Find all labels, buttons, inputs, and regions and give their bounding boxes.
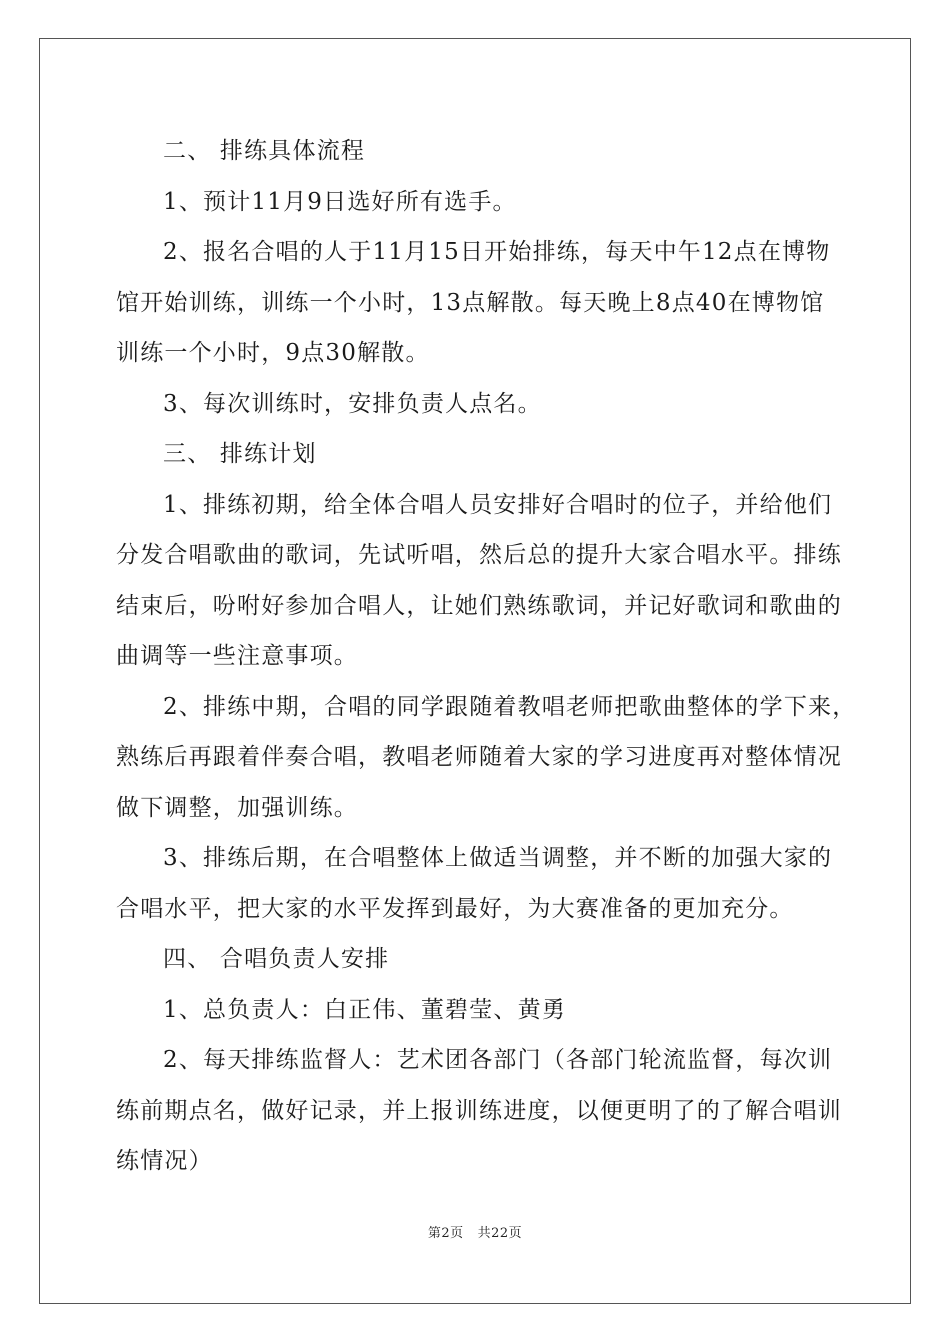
paragraph-line: 熟练后再跟着伴奏合唱，教唱老师随着大家的学习进度再对整体情况 — [116, 744, 842, 770]
paragraph-line: 合唱水平，把大家的水平发挥到最好，为大赛准备的更加充分。 — [116, 895, 794, 922]
paragraph-line: 练情况） — [116, 1148, 213, 1174]
paragraph-line: 做下调整，加强训练。 — [116, 794, 358, 821]
section-heading-choir-leaders: 四、 合唱负责人安排 — [163, 946, 390, 972]
page-number: 第2页 — [427, 1226, 464, 1241]
paragraph-line: 分发合唱歌曲的歌词，先试听唱，然后总的提升大家合唱水平。排练 — [116, 542, 842, 568]
paragraph-line: 1、预计11月9日选好所有选手。 — [163, 188, 517, 215]
paragraph-line: 练前期点名，做好记录，并上报训练进度，以便更明了的了解合唱训 — [116, 1097, 842, 1124]
paragraph-line: 训练一个小时，9点30解散。 — [116, 340, 430, 366]
page-footer — [0, 1222, 950, 1241]
paragraph-line: 2、报名合唱的人于11月15日开始排练，每天中午12点在博物 — [163, 239, 831, 265]
page-total: 共22页 — [477, 1226, 523, 1241]
paragraph-line: 馆开始训练，训练一个小时，13点解散。每天晚上8点40在博物馆 — [116, 289, 825, 316]
paragraph-line: 2、排练中期，合唱的同学跟随着教唱老师把歌曲整体的学下来， — [163, 693, 857, 720]
paragraph-line: 3、排练后期，在合唱整体上做适当调整，并不断的加强大家的 — [163, 845, 833, 871]
paragraph-line: 3、每次训练时，安排负责人点名。 — [163, 390, 542, 417]
paragraph-line: 2、每天排练监督人：艺术团各部门（各部门轮流监督，每次训 — [163, 1047, 833, 1073]
paragraph-line: 1、排练初期，给全体合唱人员安排好合唱时的位子，并给他们 — [163, 491, 833, 518]
section-heading-rehearsal-process: 二、 排练具体流程 — [163, 138, 366, 164]
paragraph-line: 1、总负责人：白正伟、董碧莹、黄勇 — [163, 996, 567, 1023]
paragraph-line: 曲调等一些注意事项。 — [116, 643, 358, 669]
section-heading-rehearsal-plan: 三、 排练计划 — [163, 441, 317, 467]
paragraph-line: 结束后，吩咐好参加合唱人，让她们熟练歌词，并记好歌词和歌曲的 — [116, 592, 842, 619]
document-body — [116, 126, 857, 1187]
